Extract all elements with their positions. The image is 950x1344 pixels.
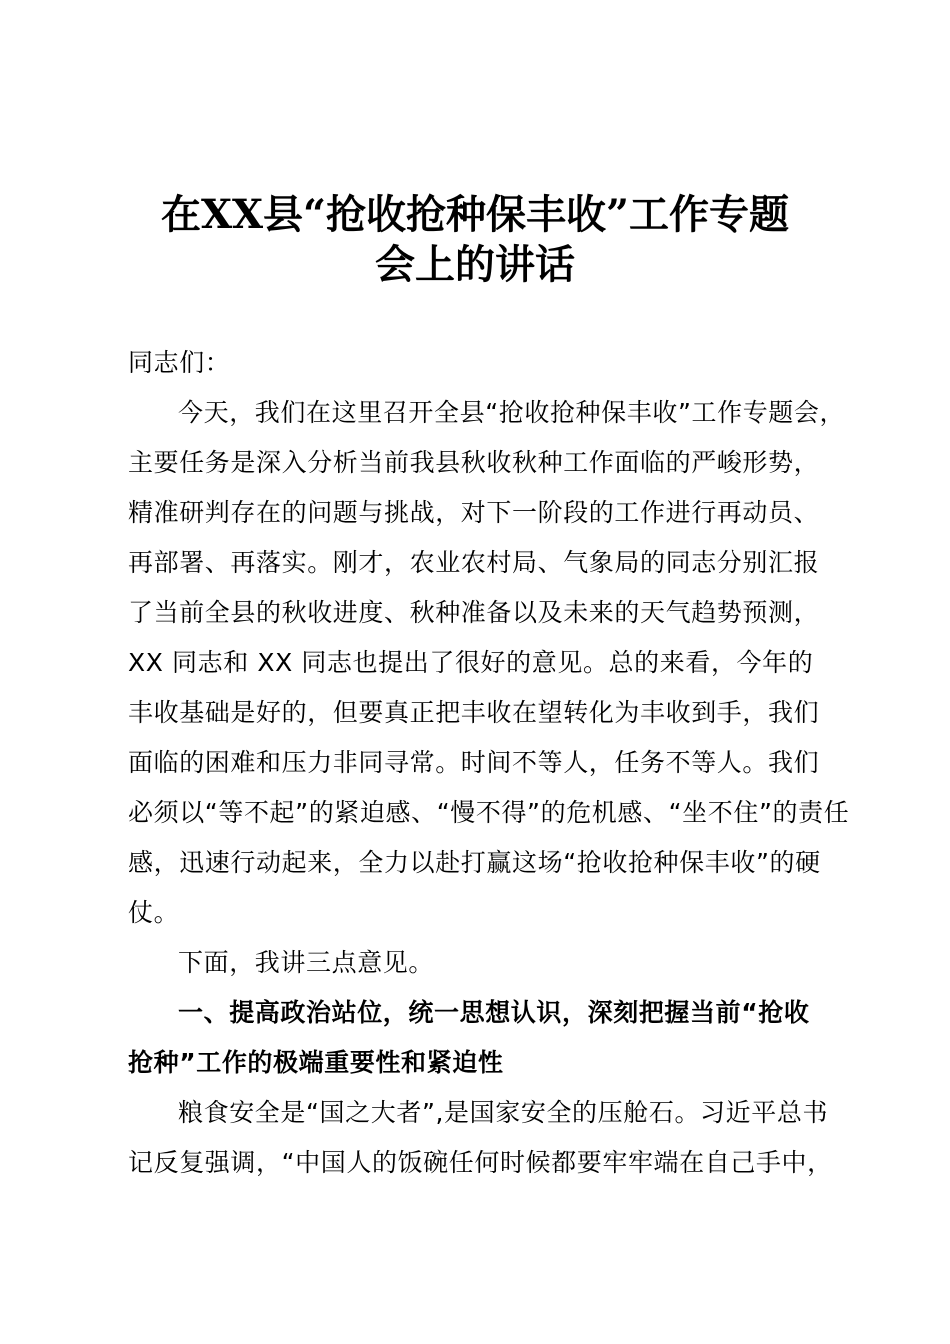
text-line: 了当前全县的秋收进度、秋种准备以及未来的天气趋势预测， xyxy=(128,598,820,627)
text-line: 粮食安全是“国之大者”,是国家安全的压舱石。习近平总书 xyxy=(178,1098,829,1127)
text-line: 感，迅速行动起来，全力以赴打赢这场“抢收抢种保丰收”的硬 xyxy=(128,848,821,877)
text-line: 精准研判存在的问题与挑战，对下一阶段的工作进行再动员、 xyxy=(128,498,820,527)
text-line: 仗。 xyxy=(128,898,180,927)
text-line: 再部署、再落实。刚才，农业农村局、气象局的同志分别汇报 xyxy=(128,548,820,577)
salutation: 同志们： xyxy=(128,348,231,377)
paragraph-transition: 下面，我讲三点意见。 xyxy=(178,948,435,977)
text-line: 面临的困难和压力非同寻常。时间不等人，任务不等人。我们 xyxy=(128,748,820,777)
text-line: XX 同志和 XX 同志也提出了很好的意见。总的来看，今年的 xyxy=(128,648,814,677)
heading-line: 抢种”工作的极端重要性和紧迫性 xyxy=(128,1048,504,1077)
heading-line: 一、提高政治站位，统一思想认识，深刻把握当前“抢收 xyxy=(178,998,810,1027)
text-line: 记反复强调，“中国人的饭碗任何时候都要牢牢端在自己手中， xyxy=(128,1148,833,1177)
title-line: 会上的讲话 xyxy=(375,241,575,288)
text-line: 主要任务是深入分析当前我县秋收秋种工作面临的严峻形势， xyxy=(128,448,820,477)
text-line: 必须以“等不起”的紧迫感、“慢不得”的危机感、“坐不住”的责任 xyxy=(128,798,850,827)
text-line: 今天，我们在这里召开全县“抢收抢种保丰收”工作专题会， xyxy=(178,398,846,427)
text-line: 丰收基础是好的，但要真正把丰收在望转化为丰收到手，我们 xyxy=(128,698,820,727)
title-line: 在XX县“抢收抢种保丰收”工作专题 xyxy=(160,191,790,238)
